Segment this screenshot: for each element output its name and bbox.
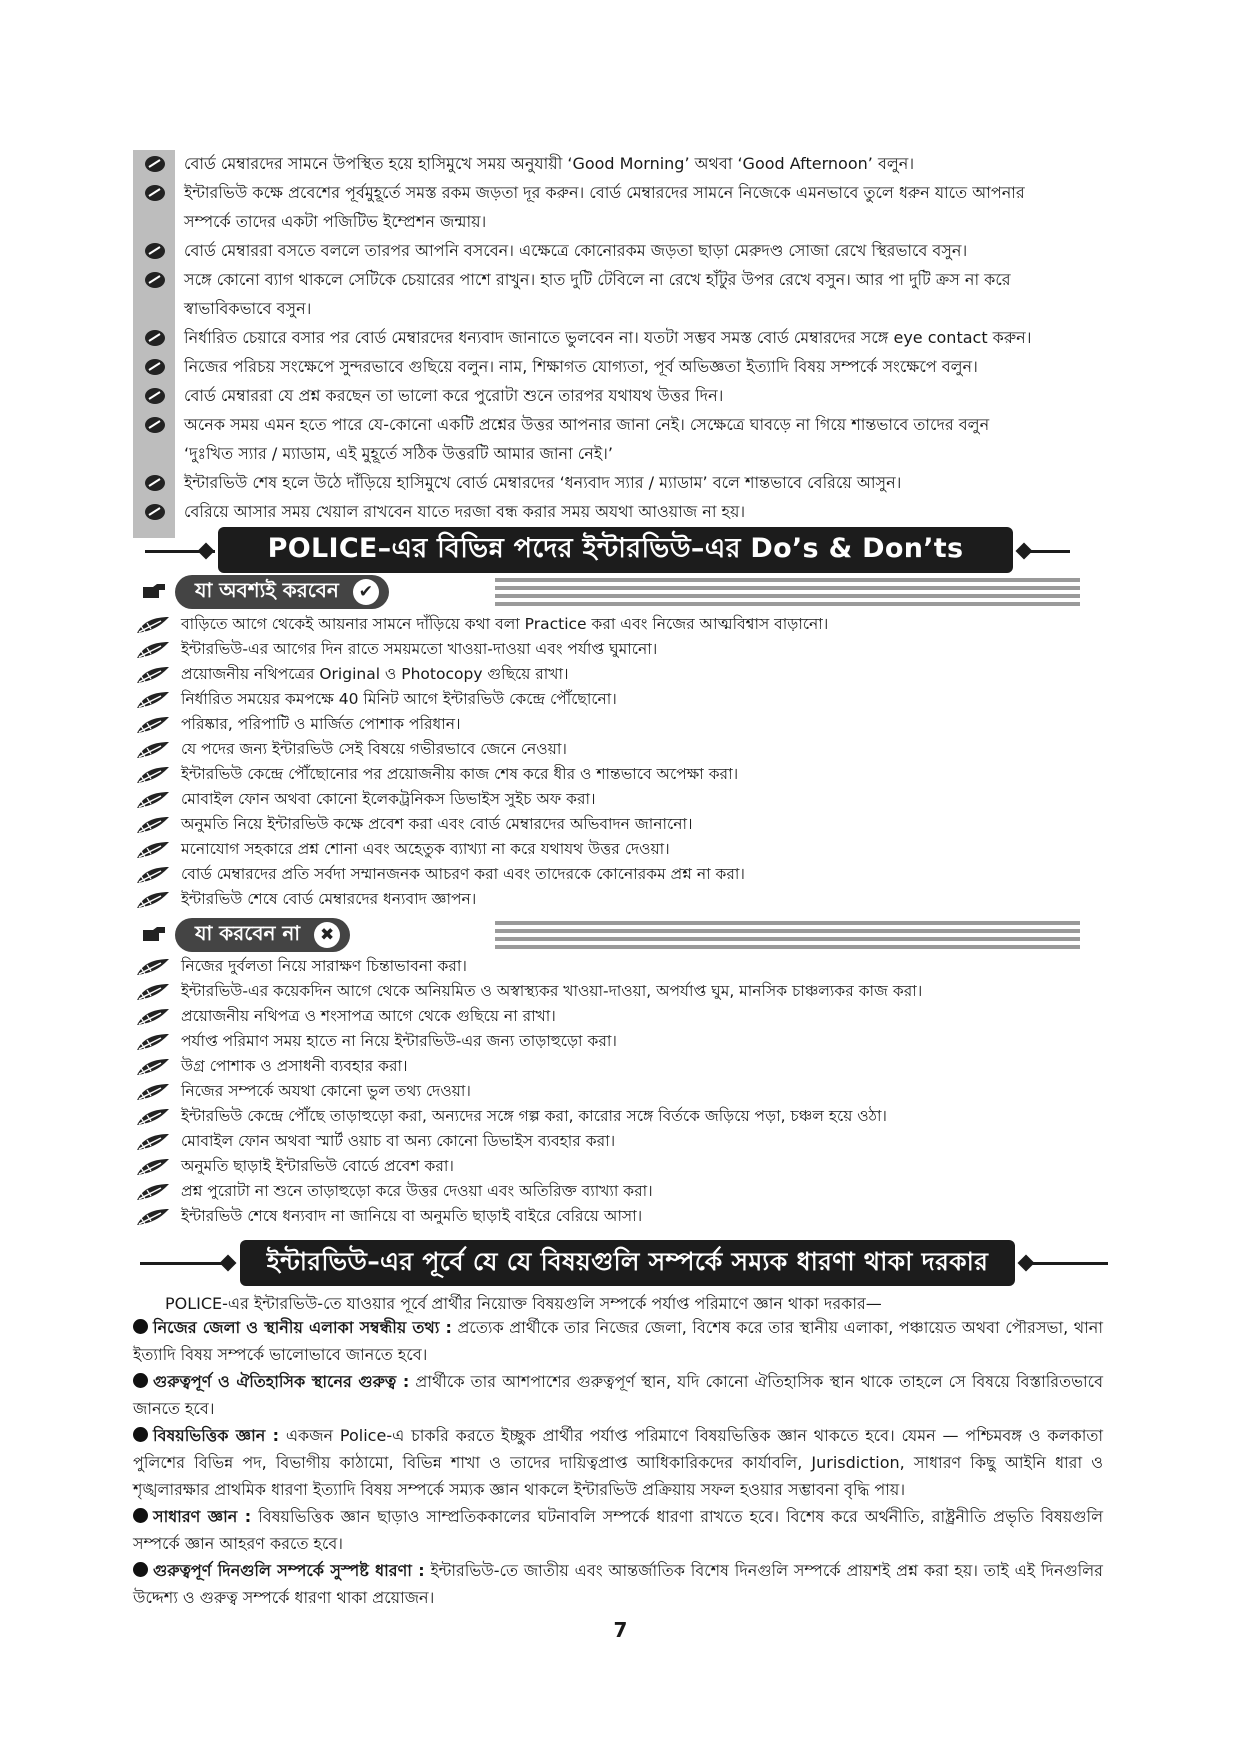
- feather-bullet-icon: [135, 1082, 171, 1102]
- dos-list: [135, 612, 1115, 912]
- feather-bullet-icon: [135, 1032, 171, 1052]
- list-item-text: ইন্টারভিউ-এর আগের দিন রাতে সময়মতো খাওয়া-দাওয়া এবং পর্যাপ্ত ঘুমানো।: [181, 640, 658, 658]
- subheader-stripes: [495, 578, 1080, 606]
- paragraph-heading: সাধারণ জ্ঞান :: [153, 1507, 252, 1526]
- list-item: [135, 1004, 1115, 1029]
- quill-bullet-icon: [144, 329, 166, 347]
- pre-interview-banner: [240, 1240, 1015, 1286]
- knowledge-paragraph: [133, 1314, 1103, 1368]
- tip-text: নির্ধারিত চেয়ারে বসার পর বোর্ড মেম্বারদের ধন্যবাদ জানাতে ভুলবেন না। যতটা সম্ভব সমস্ত বোর্ড মেম্বারদের সঙ্গে eye contact করুন।: [184, 328, 1032, 347]
- list-item-text: অনুমতি ছাড়াই ইন্টারভিউ বোর্ডে প্রবেশ করা।: [181, 1157, 454, 1175]
- tip-text: ‘দুঃখিত স্যার / ম্যাডাম, এই মুহূর্তে সঠিক উত্তরটি আমার জানা নেই।’: [184, 444, 613, 463]
- interview-tips-list: [130, 150, 1120, 527]
- list-item-text: নিজের সম্পর্কে অযথা কোনো ভুল তথ্য দেওয়া।: [181, 1082, 471, 1100]
- intro-text: POLICE-এর ইন্টারভিউ-তে যাওয়ার পূর্বে প্রার্থীর নিয়োক্ত বিষয়গুলি সম্পর্কে পর্যাপ্ত পরিমাণে জ্ঞান থাকা দরকার—: [165, 1294, 882, 1313]
- feather-bullet-icon: [135, 615, 171, 635]
- list-item-text: ইন্টারভিউ-এর কয়েকদিন আগে থেকে অনিয়মিত ও অস্বাস্থ্যকর খাওয়া-দাওয়া, অপর্যাপ্ত ঘুম, মানসিক চাঞ্চল্যকর কাজ করা।: [181, 982, 923, 1000]
- feather-bullet-icon: [135, 640, 171, 660]
- donts-list: [135, 954, 1115, 1229]
- quill-bullet-icon: [144, 503, 166, 521]
- feather-bullet-icon: [135, 1182, 171, 1202]
- list-item-text: পরিষ্কার, পরিপাটি ও মার্জিত পোশাক পরিধান।: [181, 715, 461, 733]
- list-item-text: প্রয়োজনীয় নথিপত্র ও শংসাপত্র আগে থেকে গুছিয়ে না রাখা।: [181, 1007, 556, 1025]
- banner-line-right: [1025, 550, 1070, 553]
- quill-bullet-icon: [144, 416, 166, 434]
- feather-bullet-icon: [135, 840, 171, 860]
- banner-line-right: [1028, 1262, 1108, 1265]
- feather-bullet-icon: [135, 1157, 171, 1177]
- tip-text: ইন্টারভিউ শেষ হলে উঠে দাঁড়িয়ে হাসিমুখে বোর্ড মেম্বারদের ‘ধন্যবাদ স্যার / ম্যাডাম’ বলে শান্তভাবে বেরিয়ে আসুন।: [184, 473, 902, 492]
- check-icon: ✔: [353, 579, 379, 605]
- quill-bullet-icon: [144, 358, 166, 376]
- feather-bullet-icon: [135, 665, 171, 685]
- paragraph-body: ইন্টারভিউ-তে জাতীয় এবং আন্তর্জাতিক বিশেষ দিনগুলি সম্পর্কে প্রায়শই প্রশ্ন করা হয়। তাই এই দিনগুলির উদ্দেশ্য ও গুরুত্ব সম্পর্কে ধারণা থাকা প্রয়োজন।: [133, 1561, 1103, 1607]
- subheader-stripes: [495, 921, 1080, 949]
- feather-bullet-icon: [135, 1207, 171, 1227]
- list-item-text: মনোযোগ সহকারে প্রশ্ন শোনা এবং অহেতুক ব্যাখ্যা না করে যথাযথ উত্তর দেওয়া।: [181, 840, 670, 858]
- quill-bullet-icon: [144, 184, 166, 202]
- banner-diamond-left: [198, 543, 215, 560]
- list-item-text: নির্ধারিত সময়ের কমপক্ষে 40 মিনিট আগে ইন্টারভিউ কেন্দ্রে পৌঁছোনো।: [181, 690, 617, 708]
- tip-text: বোর্ড মেম্বাররা বসতে বললে তারপর আপনি বসবেন। এক্ষেত্রে কোনোরকম জড়তা ছাড়া মেরুদণ্ড সোজা রেখে স্থিরভাবে বসুন।: [184, 241, 968, 260]
- pointing-hand-icon: [135, 581, 167, 603]
- list-item-text: বোর্ড মেম্বারদের প্রতি সর্বদা সম্মানজনক আচরণ করা এবং তাদেরকে কোনোরকম প্রশ্ন না করা।: [181, 865, 745, 883]
- paragraph-heading: বিষয়ভিত্তিক জ্ঞান :: [153, 1426, 279, 1445]
- list-item: [135, 1154, 1115, 1179]
- feather-bullet-icon: [135, 865, 171, 885]
- tip-line: [130, 324, 1120, 351]
- tip-line: [130, 179, 1120, 206]
- cross-icon: ✖: [314, 922, 340, 948]
- quill-bullet-icon: [144, 242, 166, 260]
- knowledge-paragraph: [133, 1557, 1103, 1611]
- list-item: [135, 887, 1115, 912]
- list-item: [135, 1204, 1115, 1229]
- tip-line: [130, 382, 1120, 409]
- feather-bullet-icon: [135, 790, 171, 810]
- quill-bullet-icon: [144, 474, 166, 492]
- feather-bullet-icon: [135, 982, 171, 1002]
- bullet-dot-icon: [133, 1319, 148, 1334]
- tip-text: সঙ্গে কোনো ব্যাগ থাকলে সেটিকে চেয়ারের পাশে রাখুন। হাত দুটি টেবিলে না রেখে হাঁটুর উপর রেখে বসুন। আর পা দুটি ক্রস না করে: [184, 270, 1011, 289]
- list-item-text: ইন্টারভিউ শেষে ধন্যবাদ না জানিয়ে বা অনুমতি ছাড়াই বাইরে বেরিয়ে আসা।: [181, 1207, 643, 1225]
- feather-bullet-icon: [135, 765, 171, 785]
- quill-bullet-icon: [144, 155, 166, 173]
- list-item-text: মোবাইল ফোন অথবা কোনো ইলেকট্রনিকস ডিভাইস সুইচ অফ করা।: [181, 790, 596, 808]
- feather-bullet-icon: [135, 690, 171, 710]
- page-number: 7: [613, 1618, 628, 1642]
- feather-bullet-icon: [135, 1132, 171, 1152]
- list-item: [135, 737, 1115, 762]
- bullet-dot-icon: [133, 1427, 148, 1442]
- list-item: [135, 1079, 1115, 1104]
- list-item-text: নিজের দুর্বলতা নিয়ে সারাক্ষণ চিন্তাভাবনা করা।: [181, 957, 467, 975]
- paragraph-heading: গুরুত্বপূর্ণ দিনগুলি সম্পর্কে সুস্পষ্ট ধারণা :: [153, 1561, 425, 1580]
- dos-title: যা অবশ্যই করবেন: [195, 577, 339, 602]
- paragraph-body: প্রত্যেক প্রার্থীকে তার নিজের জেলা, বিশেষ করে তার স্থানীয় এলাকা, পঞ্চায়েত অথবা পৌরসভা, থানা ইত্যাদি বিষয় সম্পর্কে ভালোভাবে জানতে হবে।: [133, 1318, 1103, 1364]
- list-item-text: প্রয়োজনীয় নথিপত্রের Original ও Photocopy গুছিয়ে রাখা।: [181, 665, 569, 683]
- tip-line: [130, 237, 1120, 264]
- feather-bullet-icon: [135, 1007, 171, 1027]
- tip-line: [130, 150, 1120, 177]
- quill-bullet-icon: [144, 271, 166, 289]
- feather-bullet-icon: [135, 957, 171, 977]
- feather-bullet-icon: [135, 1057, 171, 1077]
- donts-subheader: [135, 918, 1080, 952]
- list-item: [135, 862, 1115, 887]
- list-item: [135, 687, 1115, 712]
- dos-subheader: [135, 575, 1080, 609]
- tip-text: বোর্ড মেম্বাররা যে প্রশ্ন করছেন তা ভালো করে পুরোটা শুনে তারপর যথাযথ উত্তর দিন।: [184, 386, 724, 405]
- paragraph-heading: গুরুত্বপূর্ণ ও ঐতিহাসিক স্থানের গুরুত্ব :: [153, 1372, 410, 1391]
- list-item-text: যে পদের জন্য ইন্টারভিউ সেই বিষয়ে গভীরভাবে জেনে নেওয়া।: [181, 740, 567, 758]
- list-item-text: উগ্র পোশাক ও প্রসাধনী ব্যবহার করা।: [181, 1057, 408, 1075]
- list-item: [135, 662, 1115, 687]
- bullet-dot-icon: [133, 1373, 148, 1388]
- dos-donts-banner: [218, 527, 1013, 573]
- list-item: [135, 612, 1115, 637]
- quill-bullet-icon: [144, 387, 166, 405]
- tip-line: [130, 440, 1120, 467]
- tip-text: অনেক সময় এমন হতে পারে যে-কোনো একটি প্রশ্নের উত্তর আপনার জানা নেই। সেক্ষেত্রে ঘাবড়ে না গিয়ে শান্তভাবে তাদের বলুন: [184, 415, 990, 434]
- paragraph-heading: নিজের জেলা ও স্থানীয় এলাকা সম্বন্ধীয় তথ্য :: [153, 1318, 452, 1337]
- list-item: [135, 979, 1115, 1004]
- list-item-text: অনুমতি নিয়ে ইন্টারভিউ কক্ষে প্রবেশ করা এবং বোর্ড মেম্বারদের অভিবাদন জানানো।: [181, 815, 693, 833]
- tip-line: [130, 266, 1120, 293]
- list-item: [135, 1129, 1115, 1154]
- feather-bullet-icon: [135, 1107, 171, 1127]
- tip-line: [130, 295, 1120, 322]
- feather-bullet-icon: [135, 815, 171, 835]
- pointing-hand-icon: [135, 924, 167, 946]
- bullet-dot-icon: [133, 1508, 148, 1523]
- list-item-text: পর্যাপ্ত পরিমাণ সময় হাতে না নিয়ে ইন্টারভিউ-এর জন্য তাড়াহুড়ো করা।: [181, 1032, 617, 1050]
- list-item: [135, 954, 1115, 979]
- tip-text: সম্পর্কে তাদের একটা পজিটিভ ইম্প্রেশন জন্মায়।: [184, 212, 487, 231]
- tip-text: ইন্টারভিউ কক্ষে প্রবেশের পূর্বমুহূর্তে সমস্ত রকম জড়তা দূর করুন। বোর্ড মেম্বারদের সামনে নিজেকে এমনভাবে তুলে ধরুন যাতে আপনার: [184, 183, 1025, 202]
- tip-text: নিজের পরিচয় সংক্ষেপে সুন্দরভাবে গুছিয়ে বলুন। নাম, শিক্ষাগত যোগ্যতা, পূর্ব অভিজ্ঞতা ইত্যাদি বিষয় সম্পর্কে সংক্ষেপে বলুন।: [184, 357, 978, 376]
- list-item: [135, 1029, 1115, 1054]
- donts-title: যা করবেন না: [195, 920, 301, 945]
- list-item: [135, 837, 1115, 862]
- tip-line: [130, 353, 1120, 380]
- tip-line: [130, 469, 1120, 496]
- list-item: [135, 712, 1115, 737]
- paragraph-body: একজন Police-এ চাকরি করতে ইচ্ছুক প্রার্থীর পর্যাপ্ত পরিমাণে বিষয়ভিত্তিক জ্ঞান থাকতে হবে। যেমন — পশ্চিমবঙ্গ ও কলকাতা পুলিশের বিভিন্ন পদ, বিভাগীয় কাঠামো, বিভিন্ন শাখা ও তাদের দায়িত্বপ্রাপ্ত আধিকারিকদের কার্যাবলি, Jurisdiction, সাধারণ কিছু আইনি ধারা ও শৃঙ্খলারক্ষার প্রাথমিক ধারণা ইত্যাদি বিষয় সম্পর্কে সম্যক জ্ঞান থাকলে ইন্টারভিউ প্রক্রিয়ায় সফল হওয়ার সম্ভাবনা বৃদ্ধি পায়।: [133, 1426, 1103, 1499]
- tip-line: [130, 411, 1120, 438]
- banner-diamond-left: [220, 1255, 237, 1272]
- knowledge-paragraph: [133, 1422, 1103, 1503]
- list-item: [135, 637, 1115, 662]
- list-item: [135, 1104, 1115, 1129]
- list-item: [135, 1179, 1115, 1204]
- list-item: [135, 812, 1115, 837]
- list-item-text: ইন্টারভিউ কেন্দ্রে পৌঁছে তাড়াহুড়ো করা, অন্যদের সঙ্গে গল্প করা, কারোর সঙ্গে বির্তকে জড়িয়ে পড়া, চঞ্চল হয়ে ওঠা।: [181, 1107, 887, 1125]
- pre-interview-banner-title: ইন্টারভিউ–এর পূর্বে যে যে বিষয়গুলি সম্পর্কে সম্যক ধারণা থাকা দরকার: [266, 1246, 989, 1276]
- tip-text: বেরিয়ে আসার সময় খেয়াল রাখবেন যাতে দরজা বন্ধ করার সময় অযথা আওয়াজ না হয়।: [184, 502, 746, 521]
- tip-text: স্বাভাবিকভাবে বসুন।: [184, 299, 312, 318]
- list-item-text: ইন্টারভিউ শেষে বোর্ড মেম্বারদের ধন্যবাদ জ্ঞাপন।: [181, 890, 477, 908]
- tip-text: বোর্ড মেম্বারদের সামনে উপস্থিত হয়ে হাসিমুখে সময় অনুযায়ী ‘Good Morning’ অথবা ‘Good Afternoon’ বলুন।: [184, 154, 915, 173]
- list-item-text: মোবাইল ফোন অথবা স্মার্ট ওয়াচ বা অন্য কোনো ডিভাইস ব্যবহার করা।: [181, 1132, 616, 1150]
- paragraph-body: প্রার্থীকে তার আশপাশের গুরুত্বপূর্ণ স্থান, যদি কোনো ঐতিহাসিক স্থান থাকে তাহলে সে বিষয়ে বিস্তারিতভাবে জানতে হবে।: [133, 1372, 1104, 1418]
- list-item: [135, 1054, 1115, 1079]
- bullet-dot-icon: [133, 1562, 148, 1577]
- list-item-text: প্রশ্ন পুরোটা না শুনে তাড়াহুড়ো করে উত্তর দেওয়া এবং অতিরিক্ত ব্যাখ্যা করা।: [181, 1182, 653, 1200]
- list-item-text: ইন্টারভিউ কেন্দ্রে পৌঁছোনোর পর প্রয়োজনীয় কাজ শেষ করে ধীর ও শান্তভাবে অপেক্ষা করা।: [181, 765, 739, 783]
- feather-bullet-icon: [135, 740, 171, 760]
- list-item: [135, 762, 1115, 787]
- feather-bullet-icon: [135, 890, 171, 910]
- tip-line: [130, 208, 1120, 235]
- paragraph-body: বিষয়ভিত্তিক জ্ঞান ছাড়াও সাম্প্রতিককালের ঘটনাবলি সম্পর্কে ধারণা রাখতে হবে। বিশেষ করে অর্থনীতি, রাষ্ট্রনীতি প্রভৃতি বিষয়গুলি সম্পর্কে জ্ঞান আহরণ করতে হবে।: [133, 1507, 1103, 1553]
- knowledge-paragraph: [133, 1368, 1103, 1422]
- list-item: [135, 787, 1115, 812]
- dos-donts-banner-title: POLICE–এর বিভিন্ন পদের ইন্টারভিউ–এর Do’s & Don’ts: [267, 532, 964, 564]
- tip-line: [130, 498, 1120, 525]
- list-item-text: বাড়িতে আগে থেকেই আয়নার সামনে দাঁড়িয়ে কথা বলা Practice করা এবং নিজের আত্মবিশ্বাস বাড়ানো।: [181, 615, 829, 633]
- feather-bullet-icon: [135, 715, 171, 735]
- knowledge-paragraph: [133, 1503, 1103, 1557]
- banner-line-left: [140, 1262, 230, 1265]
